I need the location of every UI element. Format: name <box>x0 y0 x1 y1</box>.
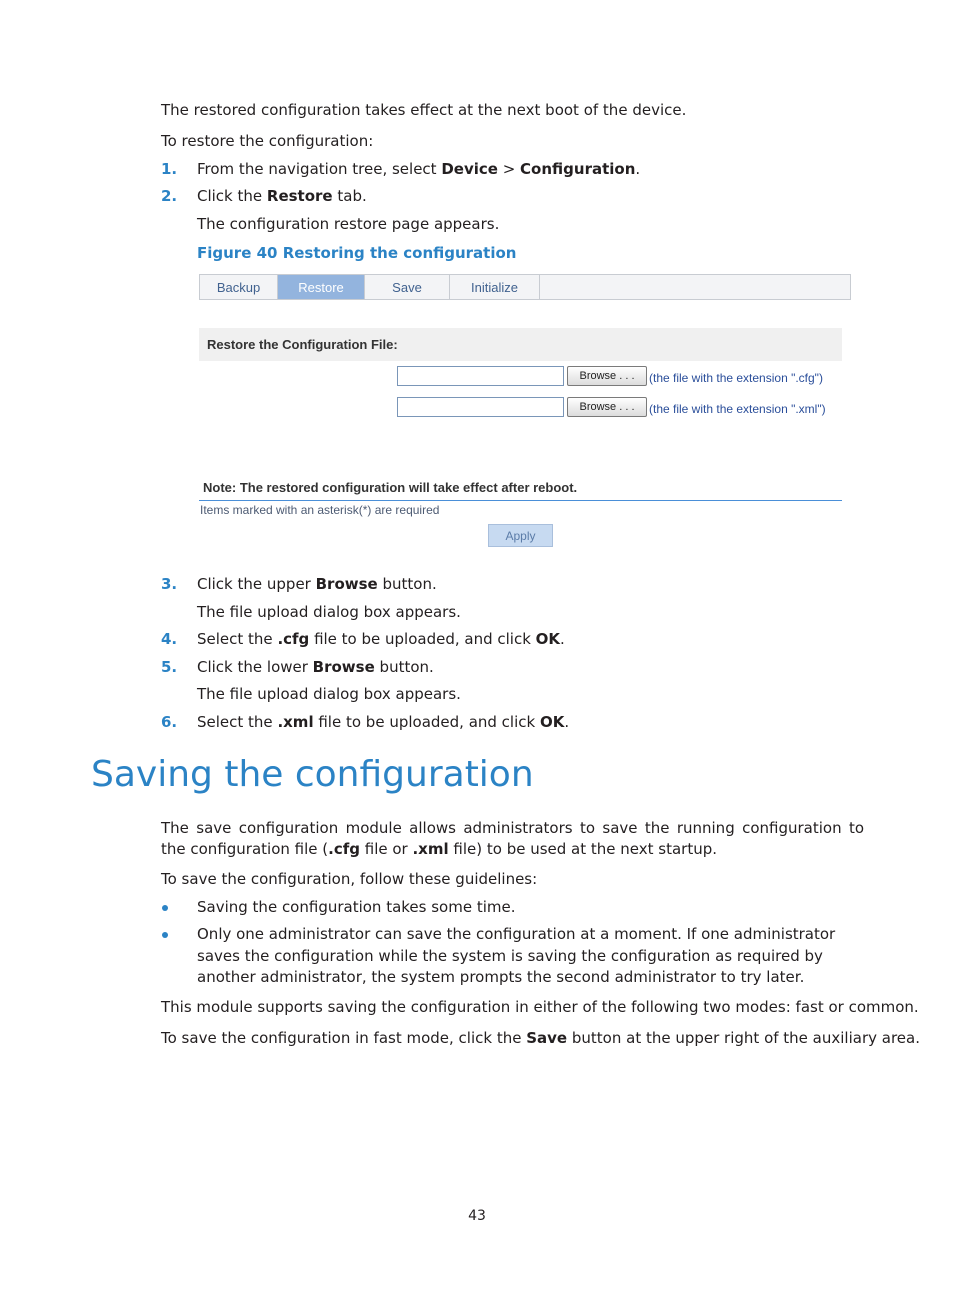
xml-file-input[interactable] <box>397 397 564 417</box>
step-3: Click the upper Browse button. <box>197 575 437 593</box>
apply-button[interactable]: Apply <box>488 524 553 547</box>
step-1: From the navigation tree, select Device > Configuration. <box>197 160 641 178</box>
step-number: 4. <box>161 630 178 648</box>
step-number: 1. <box>161 160 178 178</box>
step-number: 3. <box>161 575 178 593</box>
bullet-icon <box>162 932 168 938</box>
step-6: Select the .xml file to be uploaded, and click OK. <box>197 713 570 731</box>
required-hint: Items marked with an asterisk(*) are required <box>200 503 440 517</box>
step-number: 6. <box>161 713 178 731</box>
step-2: Click the Restore tab. <box>197 187 367 205</box>
tab-backup[interactable]: Backup <box>200 275 278 299</box>
tab-restore[interactable]: Restore <box>278 275 365 299</box>
tab-save[interactable]: Save <box>365 275 450 299</box>
bullet-item: Saving the configuration takes some time. <box>197 898 516 916</box>
save-intro-paragraph: The save configuration module allows administrators to save the running configuration to the configuration file (.cfg file or .xml file) to be used at the next startup. <box>161 819 864 858</box>
step-4: Select the .cfg file to be uploaded, and click OK. <box>197 630 565 648</box>
step-2-result: The configuration restore page appears. <box>197 215 500 233</box>
page-number: 43 <box>468 1208 486 1224</box>
modes-paragraph: This module supports saving the configuration in either of the following two modes: fast or common. <box>161 998 919 1016</box>
cfg-extension-hint: (the file with the extension ".cfg") <box>649 371 823 385</box>
guidelines-lead: To save the configuration, follow these guidelines: <box>161 870 538 888</box>
cfg-file-input[interactable] <box>397 366 564 386</box>
tab-bar <box>199 274 851 300</box>
step-5: Click the lower Browse button. <box>197 658 434 676</box>
tab-initialize[interactable]: Initialize <box>450 275 540 299</box>
intro-lead: To restore the configuration: <box>161 132 374 150</box>
browse-xml-button[interactable]: Browse . . . <box>567 397 647 417</box>
figure-caption: Figure 40 Restoring the configuration <box>197 244 517 262</box>
bullet-item: Only one administrator can save the configuration at a moment. If one administrator saves the configuration while the system is saving the configuration as required by another administrator, the system prompts the second administrator to try later. <box>197 925 836 986</box>
fast-mode-paragraph: To save the configuration in fast mode, click the Save button at the upper right of the auxiliary area. <box>161 1029 920 1047</box>
step-number: 5. <box>161 658 178 676</box>
browse-cfg-button[interactable]: Browse . . . <box>567 366 647 386</box>
step-number: 2. <box>161 187 178 205</box>
section-title: Restore the Configuration File: <box>207 337 398 352</box>
intro-paragraph: The restored configuration takes effect at the next boot of the device. <box>161 101 687 119</box>
note-divider <box>199 500 842 501</box>
xml-extension-hint: (the file with the extension ".xml") <box>649 402 826 416</box>
step-5-result: The file upload dialog box appears. <box>197 685 461 703</box>
step-3-result: The file upload dialog box appears. <box>197 603 461 621</box>
reboot-note: Note: The restored configuration will take effect after reboot. <box>203 480 578 495</box>
section-heading: Saving the configuration <box>91 754 534 795</box>
bullet-icon <box>162 905 168 911</box>
